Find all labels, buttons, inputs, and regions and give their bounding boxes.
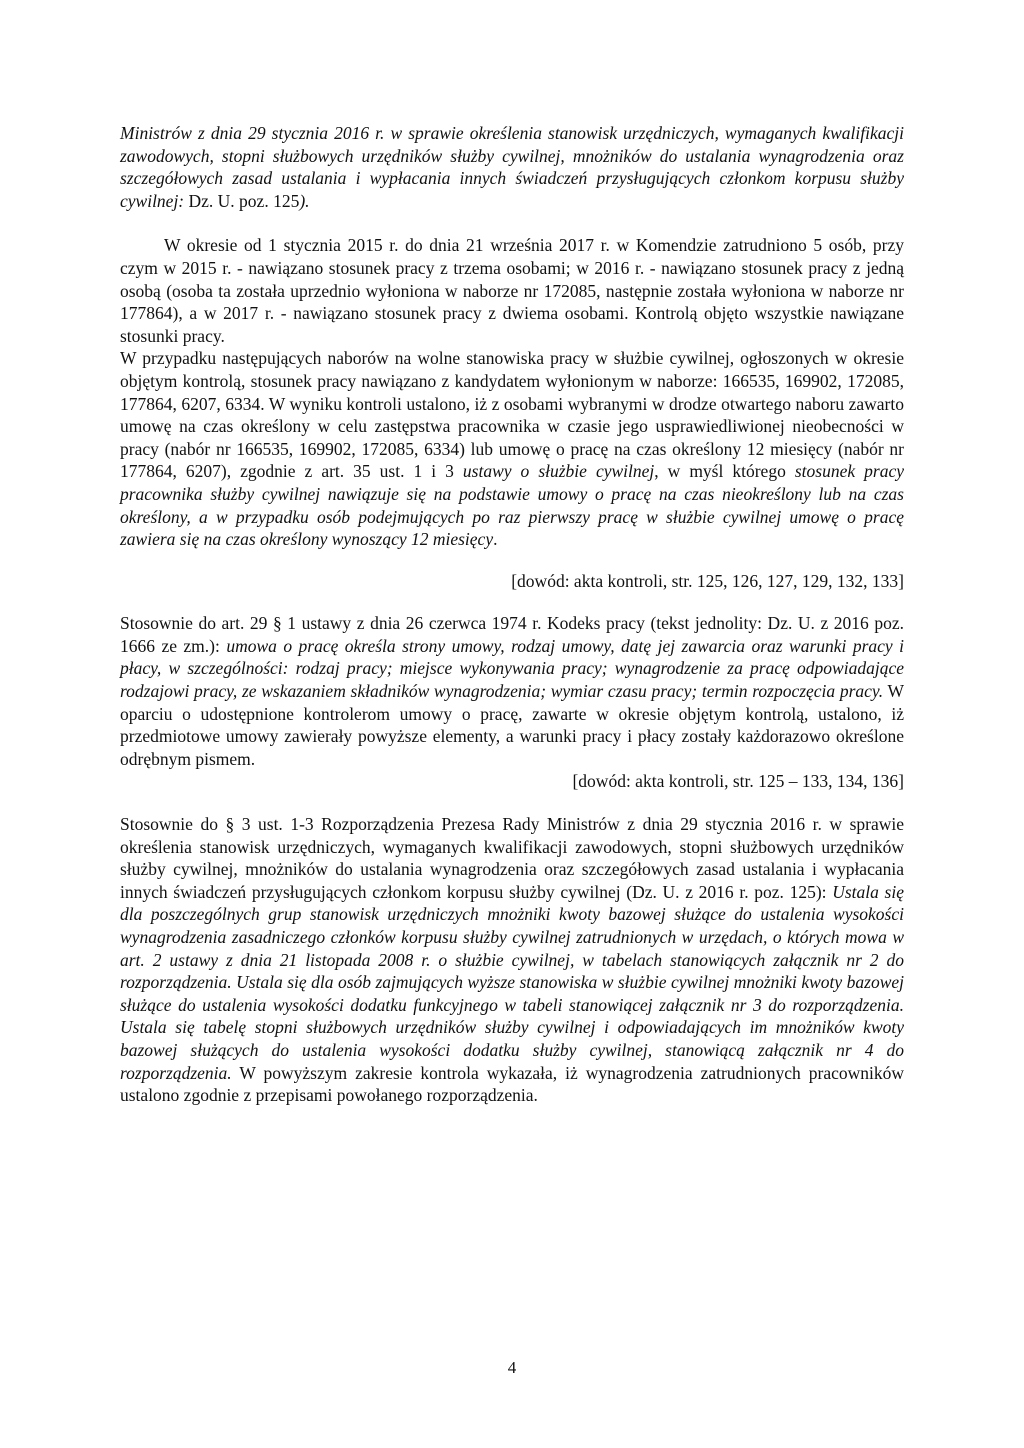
paragraph-recruitment <box>120 347 904 550</box>
regulation-scope-text-1: Stosownie do § 3 ust. 1-3 Rozporządzenia Prezesa Rady Ministrów z dnia 29 stycznia 2016 r. w sprawie określenia stanowisk urzędniczych, wymaganych kwalifikacji zawodowych, stopni służbowych urzędników służby cywilnej, mnożników do ustalania wynagrodzenia oraz szczegółowych zasad ustalania i wypłacania innych świadczeń przysługujących członkom korpusu służby cywilnej (Dz. U. z 2016 r. poz. 125): <box>120 814 904 902</box>
labour-code-text-2: W oparciu o udostępnione kontrolerom umowy o pracę, zawarte w okresie objętym kontrolą, ustalono, iż przedmiotowe umowy zawierały powyższe elementy, a warunki pracy i płacy zostały każdorazowo określone odrębnym pismem. <box>120 681 904 769</box>
labour-code-text-1: Stosownie do art. 29 § 1 ustawy z dnia 26 czerwca 1974 r. Kodeks pracy (tekst jednolity: Dz. U. z 2016 poz. 1666 ze zm.): <box>120 613 904 656</box>
recruitment-quote: stosunek pracy pracownika służby cywilnej nawiązuje się na podstawie umowy o pracę na czas nieokreślony lub na czas określony, a w przypadku osób podejmujących po raz pierwszy pracę w służbie cywilnej umowę o pracę zawiera się na czas określony wynoszący 12 miesięcy <box>120 461 904 550</box>
regulation-citation-end: ). <box>299 190 310 211</box>
regulation-scope-text-2: W powyższym zakresie kontrola wykazała, iż wynagrodzenia zatrudnionych pracowników ustalono zgodnie z przepisami powołanego rozporządzenia. <box>120 1062 904 1106</box>
page-number: 4 <box>507 1358 517 1377</box>
regulation-scope-quote: Ustala się dla poszczególnych grup stanowisk urzędniczych mnożniki kwoty bazowej służące do ustalenia wysokości wynagrodzenia zasadniczego członków korpusu służby cywilnej zatrudnionych w urzędach, o których mowa w art. 2 ustawy z dnia 21 listopada 2008 r. o służbie cywilnej, w tabelach stanowiących załącznik nr 2 do rozporządzenia. Ustala się dla osób zajmujących wyższe stanowiska w służbie cywilnej mnożniki kwoty bazowej służące do ustalenia wysokości dodatku funkcyjnego w tabeli stanowiącej załącznik nr 3 do rozporządzenia. Ustala się tabelę stopni służbowych urzędników służby cywilnej i odpowiadających im mnożników kwoty bazowej służących do ustalenia wysokości dodatku służby cywilnej, stanowiącą załącznik nr 4 do rozporządzenia. <box>120 881 904 1083</box>
recruitment-text-1: W przypadku następujących naborów na wolne stanowiska pracy w służbie cywilnej, ogłoszonych w okresie objętym kontrolą, stosunek pracy nawiązano z kandydatem wyłonionym w naborze: 166535, 169902, 172085, 177864, 6207, 6334. W wyniku kontroli ustalono, iż z osobami wybranymi w drodze otwartego naboru zawarto umowę na czas określony w celu zastępstwa pracownika w czasie jego usprawiedliwionej nieobecności w pracy (nabór nr 166535, 169902, 172085, 6334) lub umowę o pracę na czas określony 12 miesięcy (nabór nr 177864, 6207), zgodnie z art. 35 ust. 1 i 3 <box>120 348 904 482</box>
recruitment-text-2: , w myśl którego <box>654 461 795 482</box>
evidence-reference-1: [dowód: akta kontroli, str. 125, 126, 127, 129, 132, 133] <box>511 570 904 591</box>
labour-code-quote: umowa o pracę określa strony umowy, rodzaj umowy, datę jej zawarcia oraz warunki pracy i płacy, w szczególności: rodzaj pracy; miejsce wykonywania pracy; wynagrodzenie za pracę odpowiadające rodzajowi pracy, ze wskazaniem składników wynagrodzenia; wymiar czasu pracy; termin rozpoczęcia pracy. <box>120 635 905 702</box>
paragraph-regulation-title <box>120 122 904 212</box>
recruitment-act-name: ustawy o służbie cywilnej <box>462 461 655 482</box>
paragraph-regulation-scope <box>120 813 904 1107</box>
regulation-title-italic: Ministrów z dnia 29 stycznia 2016 r. w sprawie określenia stanowisk urzędniczych, wymaganych kwalifikacji zawodowych, stopni służbowych urzędników służby cywilnej, mnożników do ustalania wynagrodzenia oraz szczegółowych zasad ustalania i wypłacania innych świadczeń przysługujących członkom korpusu służby cywilnej: <box>120 123 904 211</box>
regulation-citation: Dz. U. poz. 125 <box>184 190 300 211</box>
paragraph-labour-code <box>120 612 904 770</box>
document-body <box>120 122 904 1107</box>
evidence-reference-2: [dowód: akta kontroli, str. 125 – 133, 134, 136] <box>572 771 904 792</box>
recruitment-text-3: . <box>493 529 498 550</box>
paragraph-employment-summary: W okresie od 1 stycznia 2015 r. do dnia 21 września 2017 r. w Komendzie zatrudniono 5 osób, przy czym w 2015 r. - nawiązano stosunek pracy z trzema osobami; w 2016 r. - nawiązano stosunek pracy z jedną osobą (osoba ta została uprzednio wyłoniona w naborze nr 172085, następnie została wyłoniona w naborze nr 177864), a w 2017 r. - nawiązano stosunek pracy z dwiema osobami. Kontrolą objęto wszystkie nawiązane stosunki pracy. <box>120 235 904 346</box>
